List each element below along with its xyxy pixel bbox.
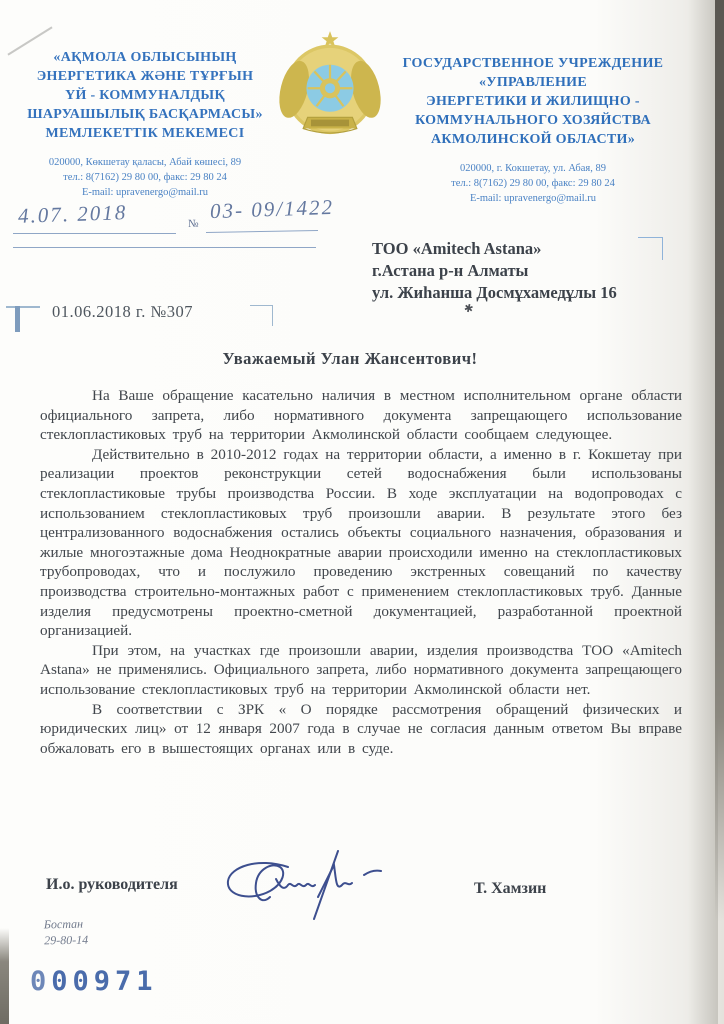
org-name-ru-line: «УПРАВЛЕНИЕ — [478, 75, 588, 90]
executor-block — [44, 916, 89, 949]
paragraph: При этом, на участках где произошли аварии, изделия производства ТОО «Amitech Astana» не применялись. Официального запрета, либо нормативного документа запрещающего использование стеклопластиковых труб на территории Акмолинской области нет. — [40, 641, 682, 698]
org-name-kk-line: ҮЙ - КОММУНАЛДЫҚ — [65, 88, 225, 103]
number-sign: № — [188, 218, 199, 230]
org-name-kk-line: ШАРУАШЫЛЫҚ БАСҚАРМАСЫ» — [27, 107, 263, 122]
signer-name: Т. Хамзин — [474, 880, 547, 897]
org-address-ru-line: тел.: 8(7162) 29 80 00, факс: 29 80 24 — [451, 178, 615, 189]
scan-shadow-right — [688, 0, 718, 1024]
paragraph: Действительно в 2010-2012 годах на территории области, а именно в г. Кокшетау при реализации проектов реконструкции сетей водоснабжения были использованы стеклопластиковые трубы производства России. В ходе эксплуатации на водопроводах с использованием стеклопластиковых труб произошли аварии. В результате этого без централизованного водоснабжения остались объекты социального назначения, образования и жилые многоэтажные дома Неоднократные аварии происходили именно на стеклопластиковых трубопроводах, что и послужило проведению экстренных совещаний по качеству производства строительно-монтажных работ с применением стеклопластиковых труб. Данные изделия предусмотрены проектно-сметной документацией, разработанной проектной организацией. — [40, 445, 682, 640]
recipient-block — [372, 238, 617, 304]
registration-stamp-number: 000971 — [30, 966, 158, 997]
org-name-ru-line: ЭНЕРГЕТИКИ И ЖИЛИЩНО - — [426, 94, 640, 109]
letter-body — [40, 386, 682, 758]
org-address-ru-line: E-mail: upravenergo@mail.ru — [469, 193, 597, 204]
executor-phone: 29-80-14 — [44, 932, 89, 948]
org-name-kk-line: МЕМЛЕКЕТТІК МЕКЕМЕСІ — [45, 126, 245, 141]
scan-edge-left — [0, 928, 9, 1024]
handwritten-outgoing-number: 03- 09/1422 — [209, 194, 335, 224]
salutation: Уважаемый Улан Жансентович! — [222, 349, 478, 368]
handwritten-date: 4.07. 2018 — [17, 200, 128, 228]
paragraph: На Ваше обращение касательно наличия в местном исполнительном органе области официального запрета, либо нормативного документа запрещающего использование стеклопластиковых труб на территории Акмолинской области сообщаем следующее. — [40, 387, 682, 444]
underline — [13, 247, 316, 248]
recipient-line: ул. Жиһанша Досмұхамедұлы 16 — [372, 283, 617, 302]
org-address-kk-line: 020000, Көкшетау қаласы, Абай көшесі, 89 — [48, 157, 242, 168]
executor-name: Бостан — [43, 916, 84, 932]
scan-edge-right — [715, 0, 724, 1024]
letterhead-kazakh — [22, 48, 268, 200]
org-name-ru-line: КОММУНАЛЬНОГО ХОЗЯЙСТВА — [415, 113, 651, 128]
corner-mark — [15, 306, 20, 332]
org-address-ru-line: 020000, г. Кокшетау, ул. Абая, 89 — [460, 163, 606, 174]
corner-mark — [638, 237, 663, 260]
underline — [13, 233, 176, 234]
incoming-reference: 01.06.2018 г. №307 — [52, 302, 194, 321]
recipient-line: ТОО «Amitech Astana» — [372, 239, 542, 258]
org-address-kk-line: тел.: 8(7162) 29 80 00, факс: 29 80 24 — [63, 172, 227, 183]
kazakhstan-state-emblem-icon — [274, 30, 386, 142]
org-address-kk-line: E-mail: upravenergo@mail.ru — [81, 187, 209, 198]
org-name-kk-line: «АҚМОЛА ОБЛЫСЫНЫҢ — [53, 50, 237, 65]
paragraph: В соответствии с ЗРК « О порядке рассмотрения обращений физических и юридических лиц» от 12 января 2007 года в случае не согласия данным ответом Вы вправе обжаловать его в вышестоящих органах или в суде. — [40, 700, 682, 757]
org-name-ru-line: ГОСУДАРСТВЕННОЕ УЧРЕЖДЕНИЕ — [402, 56, 664, 71]
letterhead-russian — [392, 54, 674, 206]
org-name-kk-line: ЭНЕРГЕТИКА ЖӘНЕ ТҰРҒЫН — [36, 69, 254, 84]
underline — [206, 230, 318, 233]
signer-position: И.о. руководителя — [46, 876, 178, 893]
org-name-ru-line: АКМОЛИНСКОЙ ОБЛАСТИ» — [430, 132, 636, 147]
corner-mark — [250, 305, 273, 326]
corner-mark — [6, 306, 40, 308]
recipient-line: г.Астана р-н Алматы — [372, 261, 529, 280]
handwritten-signature — [218, 845, 398, 925]
ink-mark: ✱ — [462, 302, 475, 316]
